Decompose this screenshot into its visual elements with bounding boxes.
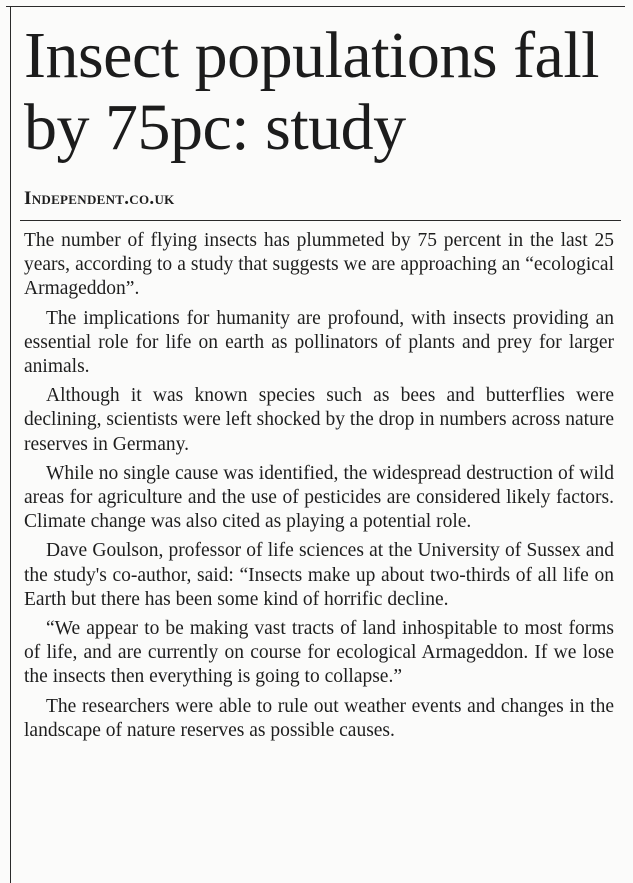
left-border-rule xyxy=(10,6,11,883)
section-divider xyxy=(20,220,621,221)
paragraph: The number of flying insects has plummeted by 75 percent in the last 25 years, according to a study that suggests we are approaching an “ecological Armageddon”. xyxy=(24,230,614,300)
headline: Insect populations fall by 75pc: study xyxy=(24,19,600,164)
article-body xyxy=(24,229,614,748)
paragraph: “We appear to be making vast tracts of land inhospitable to most forms of life, and are currently on course for ecological Armageddon. If we lose the insects then everything is going to collapse.” xyxy=(24,618,614,688)
source-credit: Independent.co.uk xyxy=(24,188,175,209)
paragraph: Dave Goulson, professor of life sciences at the University of Sussex and the study's co-author, said: “Insects make up about two-thirds of all life on Earth but there has been some kind of horrific decline. xyxy=(24,540,614,610)
paragraph: While no single cause was identified, the widespread destruction of wild areas for agriculture and the use of pesticides are considered likely factors. Climate change was also cited as playing a potential role. xyxy=(24,462,614,533)
top-border-rule xyxy=(6,6,625,7)
paragraph: The implications for humanity are profound, with insects providing an essential role for life on earth as pollinators of plants and prey for larger animals. xyxy=(24,307,614,378)
paragraph: The researchers were able to rule out weather events and changes in the landscape of nature reserves as possible causes. xyxy=(24,695,614,741)
paragraph: Although it was known species such as bees and butterflies were declining, scientists were left shocked by the drop in numbers across nature reserves in Germany. xyxy=(24,385,614,455)
